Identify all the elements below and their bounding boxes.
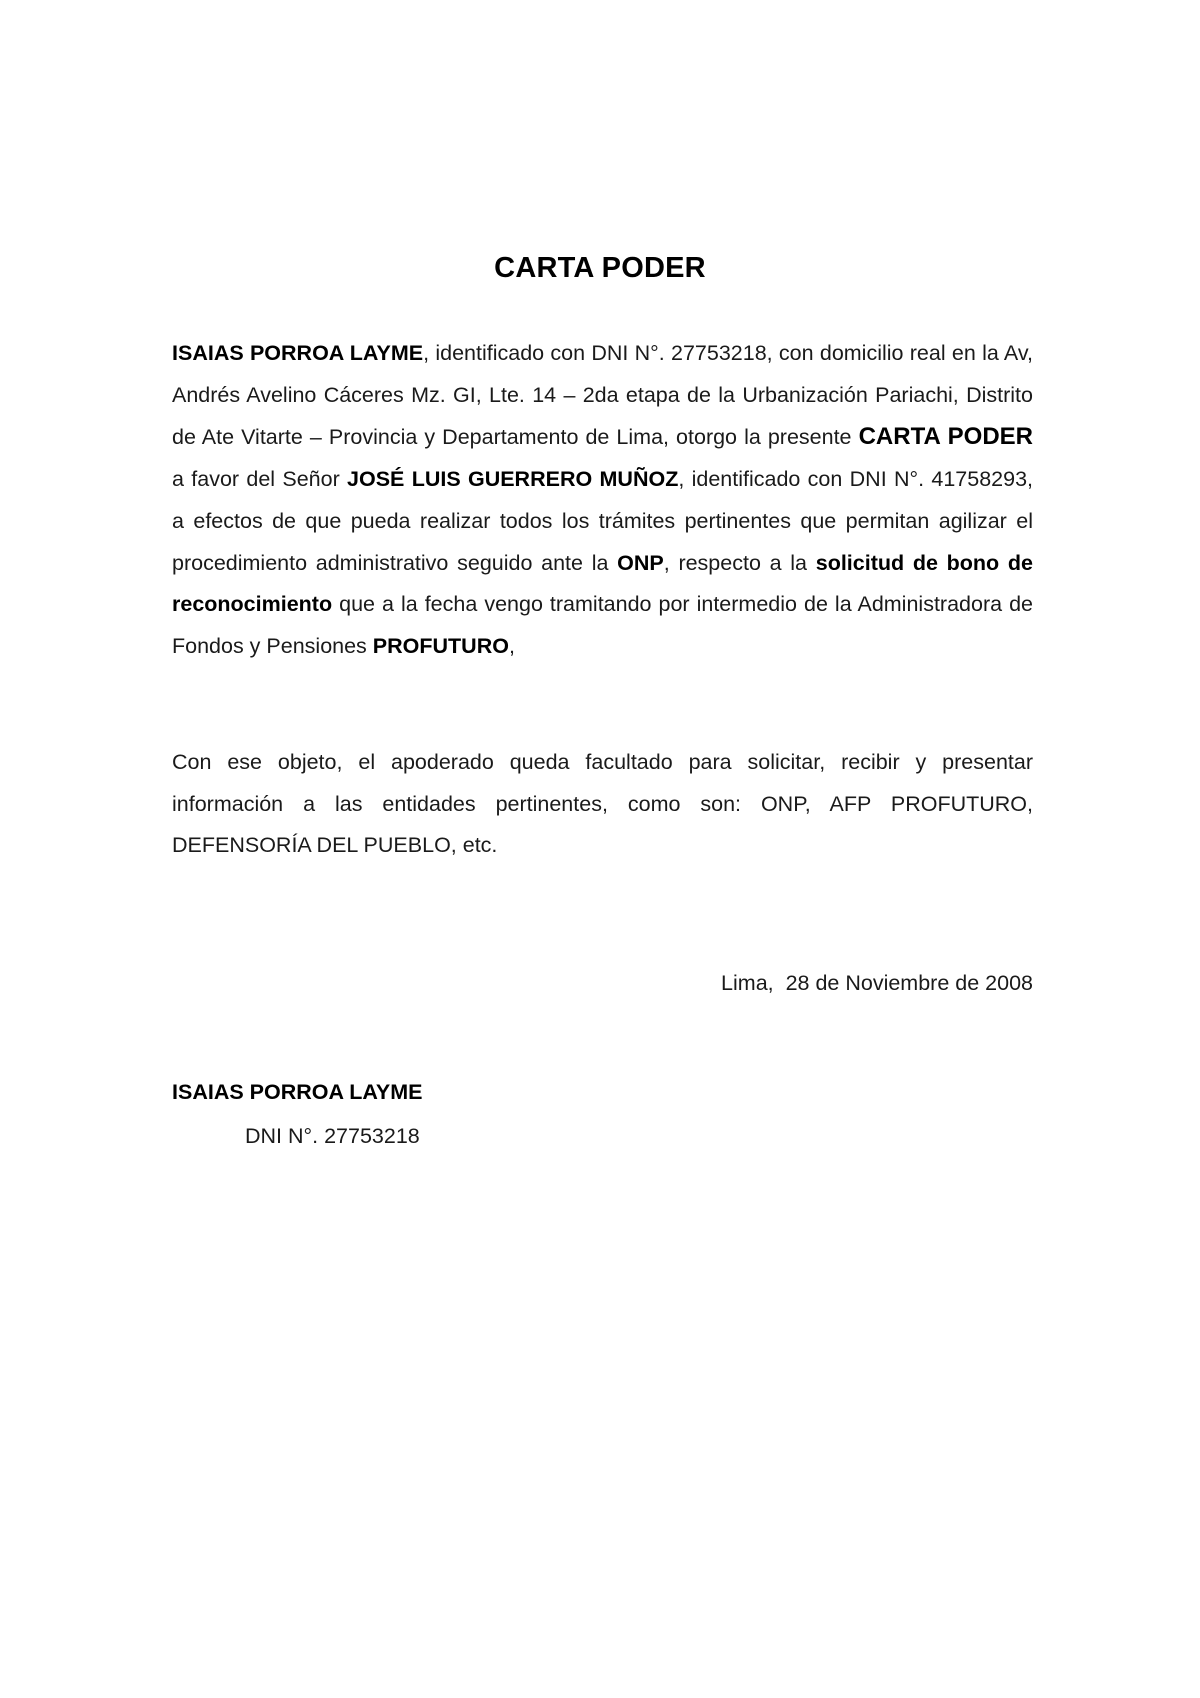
- date-line: Lima, 28 de Noviembre de 2008: [721, 971, 1033, 995]
- paragraph-1-text-2: a favor del Señor: [172, 467, 348, 492]
- grantor-name: ISAIAS PORROA LAYME: [172, 341, 424, 365]
- paragraph-1-text-4: , respecto a la: [663, 550, 816, 575]
- signature-dni: DNI N°. 27753218: [245, 1124, 420, 1148]
- document-title: CARTA PODER: [494, 252, 706, 284]
- grantee-name: JOSÉ LUIS GUERRERO MUÑOZ: [347, 467, 679, 492]
- paragraph-1-text-6: ,: [508, 633, 515, 658]
- body-paragraph-2: Con ese objeto, el apoderado queda facultado para solicitar, recibir y presentar información a las entidades pertinentes, como son: ONP, AFP PROFUTURO, DEFENSORÍA DEL PUEBLO, etc.: [172, 750, 1033, 858]
- afp-emphasis: PROFUTURO: [372, 633, 509, 658]
- paragraph-1-text-3: , identificado con DNI N°. 41758293, a efectos de que pueda realizar todos los trámites pertinentes que permitan agilizar el procedimiento administrativo seguido ante la: [172, 467, 1033, 575]
- carta-poder-emphasis: CARTA PODER: [858, 423, 1033, 451]
- onp-emphasis: ONP: [617, 550, 664, 575]
- paragraph-1-text-1: , identificado con DNI N°. 27753218, con domicilio real en la Av, Andrés Avelino Cáceres Mz. GI, Lte. 14 – 2da etapa de la Urbanización Pariachi, Distrito de Ate Vitarte – Provincia y Departamento de Lima, otorgo la presente: [172, 341, 1033, 450]
- request-emphasis: solicitud de bono de reconocimiento: [172, 550, 1033, 617]
- signature-name: ISAIAS PORROA LAYME: [172, 1080, 423, 1104]
- paragraph-1-text-5: que a la fecha vengo tramitando por intermedio de la Administradora de Fondos y Pensiones: [172, 592, 1033, 658]
- body-paragraph-1: [172, 333, 1033, 668]
